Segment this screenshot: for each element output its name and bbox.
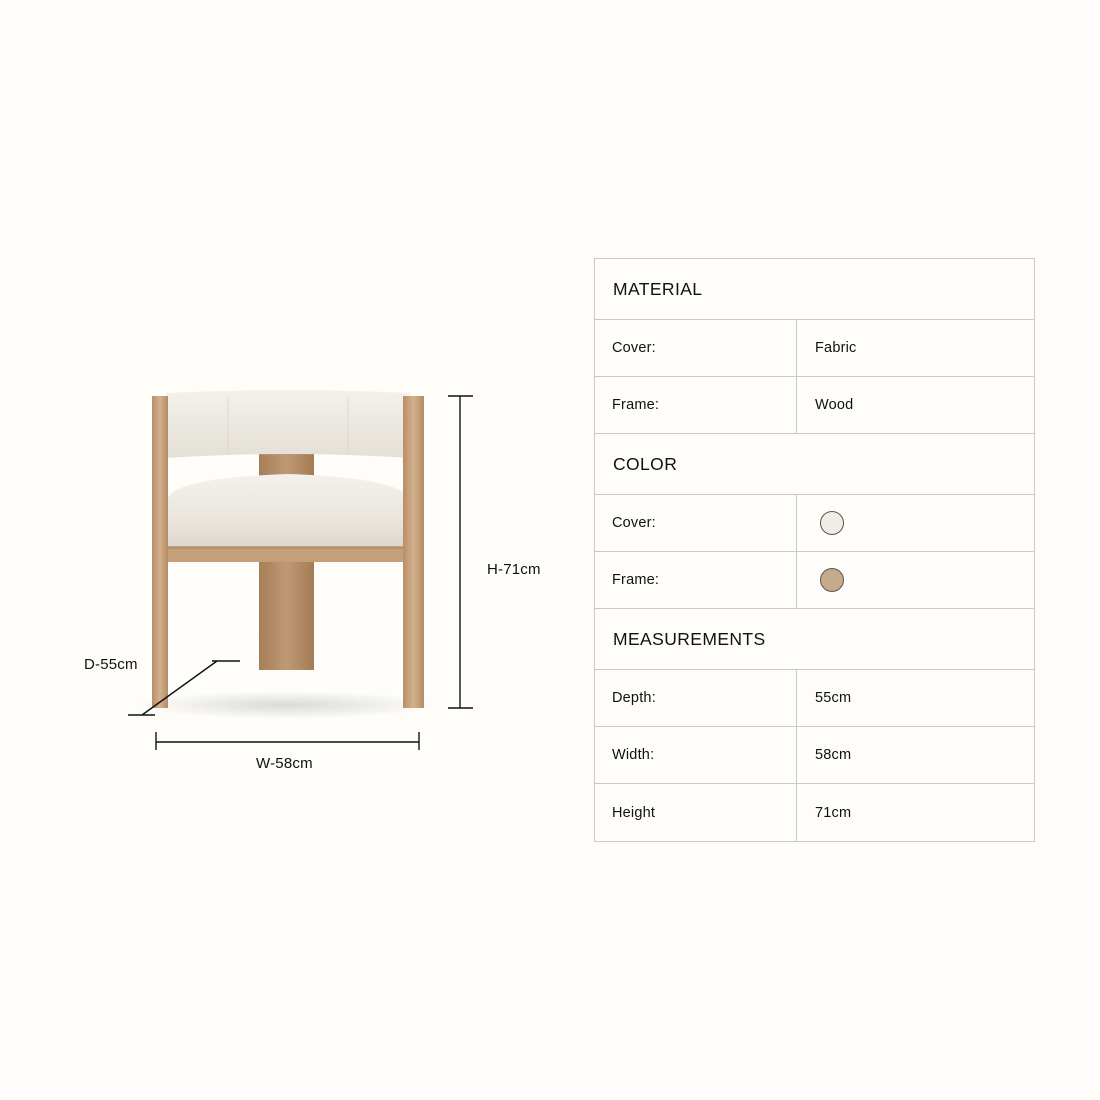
color-section-title: COLOR — [595, 434, 1034, 495]
depth-label: D-55cm — [84, 656, 138, 673]
table-row — [595, 495, 1034, 552]
frame-color-swatch — [820, 568, 844, 592]
color-cover-key: Cover: — [595, 495, 797, 551]
cover-color-swatch — [820, 511, 844, 535]
table-row — [595, 552, 1034, 609]
table-row — [595, 320, 1034, 377]
chair-right-side-leg — [403, 396, 424, 708]
chair-backrest — [166, 390, 410, 458]
color-frame-key: Frame: — [595, 552, 797, 608]
table-row — [595, 727, 1034, 784]
floor-shadow — [135, 691, 435, 719]
width-label: W-58cm — [256, 755, 313, 772]
material-frame-key: Frame: — [595, 377, 797, 433]
material-cover-key: Cover: — [595, 320, 797, 376]
material-cover-value: Fabric — [815, 340, 857, 356]
width-key: Width: — [595, 727, 797, 783]
height-label: H-71cm — [487, 561, 541, 578]
height-dimension-line — [448, 396, 473, 708]
table-row — [595, 670, 1034, 727]
chair-left-side-leg — [152, 396, 168, 708]
material-frame-value: Wood — [815, 397, 854, 413]
height-value: 71cm — [815, 804, 852, 821]
spec-table — [594, 258, 1035, 842]
depth-key: Depth: — [595, 670, 797, 726]
depth-value: 55cm — [815, 690, 852, 706]
table-row — [595, 377, 1034, 434]
chair-seat-cushion — [168, 474, 408, 546]
width-value: 58cm — [815, 747, 852, 763]
width-dimension-line — [156, 732, 419, 750]
measurements-section-title: MEASUREMENTS — [595, 609, 1034, 670]
material-section-title: MATERIAL — [595, 259, 1034, 320]
height-key: Height — [595, 784, 797, 841]
table-row — [595, 784, 1034, 841]
